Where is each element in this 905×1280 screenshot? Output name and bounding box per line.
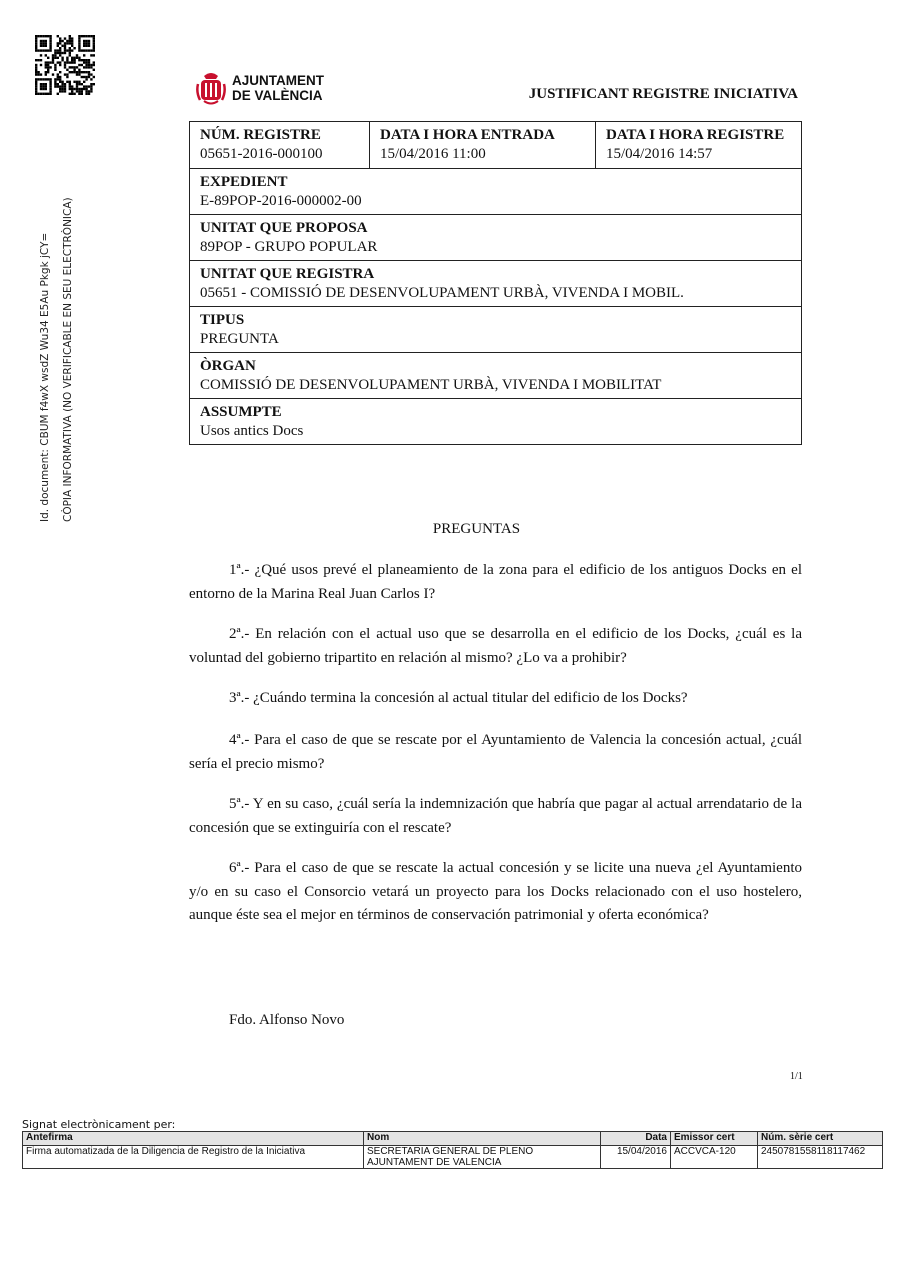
row-value: E-89POP-2016-000002-00 xyxy=(200,193,362,209)
city-crest-icon xyxy=(196,70,226,106)
row-value: PREGUNTA xyxy=(200,331,279,347)
num-registre-label: NÚM. REGISTRE xyxy=(200,127,321,143)
register-header-row xyxy=(190,122,801,168)
unitat-registra-row xyxy=(190,260,801,306)
col-antefirma: Antefirma xyxy=(23,1132,364,1146)
document-title: JUSTIFICANT REGISTRE INICIATIVA xyxy=(528,86,798,102)
row-value: COMISSIÓ DE DESENVOLUPAMENT URBÀ, VIVENDA I MOBILITAT xyxy=(200,377,662,393)
entry-date-value: 15/04/2016 11:00 xyxy=(380,146,486,162)
question-6: 6ª.- Para el caso de que se rescate la actual concesión y se licite una nueva ¿el Ayuntamiento y/o en su caso el Consorcio vetará un proyecto para los Docks relacionado con el uso hostelero, aunque éste sea el mejor en términos de conservación patrimonial y oferta económica? xyxy=(189,860,802,923)
row-label: ÒRGAN xyxy=(200,358,256,374)
unitat-proposa-row xyxy=(190,214,801,260)
row-label: ASSUMPTE xyxy=(200,404,282,420)
row-value: Usos antics Docs xyxy=(200,423,304,439)
nom-line1: SECRETARIA GENERAL DE PLENO xyxy=(367,1146,534,1157)
question-5: 5ª.- Y en su caso, ¿cuál sería la indemnización que habría que pagar al actual arrendatario de la concesión que se extinguiría con el rescate? xyxy=(189,796,802,836)
col-serie: Núm. sèrie cert xyxy=(758,1132,883,1146)
organ-row xyxy=(190,352,801,398)
row-value: 89POP - GRUPO POPULAR xyxy=(200,239,378,255)
row-label: UNITAT QUE PROPOSA xyxy=(200,220,368,236)
question-3: 3ª.- ¿Cuándo termina la concesión al actual titular del edificio de los Docks? xyxy=(229,690,688,706)
register-date-label: DATA I HORA REGISTRE xyxy=(606,127,785,143)
entry-date-label: DATA I HORA ENTRADA xyxy=(380,127,555,143)
row-label: EXPEDIENT xyxy=(200,174,288,190)
register-date-value: 15/04/2016 14:57 xyxy=(606,146,713,162)
row-value: 05651 - COMISSIÓ DE DESENVOLUPAMENT URBÀ, VIVENDA I MOBIL. xyxy=(200,285,684,301)
question-2: 2ª.- En relación con el actual uso que se desarrolla en el edificio de los Docks, ¿cuál es la voluntad del gobierno tripartito en relación al mismo? ¿Lo va a prohibir? xyxy=(189,626,802,666)
data-cell: 15/04/2016 xyxy=(601,1146,671,1169)
col-nom: Nom xyxy=(364,1132,601,1146)
signature: Fdo. Alfonso Novo xyxy=(229,1012,345,1028)
question-4: 4ª.- Para el caso de que se rescate por el Ayuntamiento de Valencia la concesión actual, ¿cuál sería el precio mismo? xyxy=(189,732,802,772)
questions-heading: PREGUNTAS xyxy=(432,521,521,537)
copy-notice: CÒPIA INFORMATIVA (NO VERIFICABLE EN SEU ELECTRÒNICA) xyxy=(62,197,74,522)
question-1: 1ª.- ¿Qué usos prevé el planeamiento de la zona para el edificio de los antiguos Docks en el entorno de la Marina Real Juan Carlos I? xyxy=(189,562,802,602)
document-id: Id. document: CBUM f4wX wsdZ Wu34 E5Au Pkgk jCY= xyxy=(39,232,51,522)
logo-line2: DE VALÈNCIA xyxy=(232,88,323,103)
logo-line1: AJUNTAMENT xyxy=(232,73,324,88)
signature-table-header xyxy=(23,1132,883,1146)
antefirma-cell: Firma automatizada de la Diligencia de Registro de la Iniciativa xyxy=(23,1146,364,1169)
col-data: Data xyxy=(601,1132,671,1146)
signed-by-label: Signat electrònicament per: xyxy=(22,1118,176,1131)
row-label: TIPUS xyxy=(200,312,245,328)
nom-cell xyxy=(364,1146,601,1169)
page-number: 1/1 xyxy=(790,1071,803,1082)
register-table xyxy=(189,121,802,445)
num-registre-value: 05651-2016-000100 xyxy=(200,146,323,162)
serie-cell: 2450781558118117462 xyxy=(758,1146,883,1169)
ajuntament-logo xyxy=(196,68,326,108)
tipus-row xyxy=(190,306,801,352)
signature-table xyxy=(22,1131,883,1169)
emissor-cell: ACCVCA-120 xyxy=(671,1146,758,1169)
row-label: UNITAT QUE REGISTRA xyxy=(200,266,375,282)
qr-code xyxy=(35,35,95,95)
assumpte-row xyxy=(190,398,801,444)
col-emissor: Emissor cert xyxy=(671,1132,758,1146)
table-row xyxy=(23,1146,883,1169)
nom-line2: AJUNTAMENT DE VALENCIA xyxy=(367,1157,502,1168)
expedient-row xyxy=(190,168,801,214)
